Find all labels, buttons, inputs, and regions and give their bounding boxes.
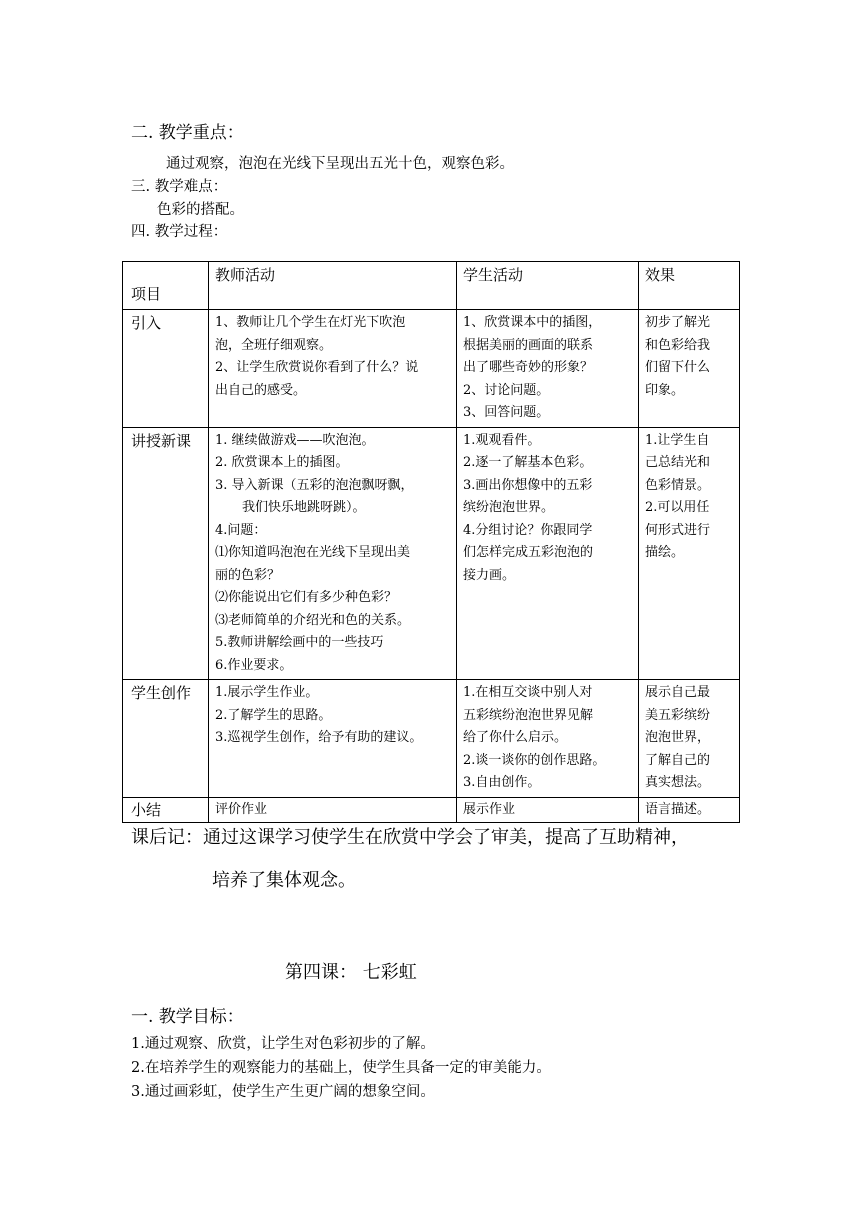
teacher-line: ⑵你能说出它们有多少种色彩？ (215, 590, 398, 605)
student-line: 给了你什么启示。 (463, 730, 568, 745)
student-line: 1、欣赏课本中的插图， (463, 315, 602, 330)
teacher-line: 6.作业要求。 (215, 657, 293, 673)
row-item: 讲授新课 (123, 427, 209, 680)
row-student (457, 427, 639, 680)
effect-line: 描绘。 (645, 545, 685, 560)
effect-line: 和色彩给我 (645, 337, 711, 353)
student-line: 2、讨论问题。 (463, 382, 550, 398)
teacher-line: 5.教师讲解绘画中的一些技巧 (215, 635, 384, 650)
teacher-line: 评价作业 (215, 801, 268, 817)
student-line: 出了哪些奇妙的形象？ (463, 360, 594, 375)
effect-line: 真实想法。 (645, 775, 711, 790)
key-points-text: 通过观察，泡泡在光线下呈现出五光十色，观察色彩。 (166, 156, 514, 172)
effect-line: 们留下什么 (645, 360, 711, 375)
key-points-heading: 二. 教学重点： (131, 123, 244, 143)
teacher-line: 2. 欣赏课本上的插图。 (215, 455, 349, 470)
row-student (457, 797, 639, 822)
row-effect (639, 310, 740, 428)
teacher-line: 我们快乐地跳呀跳）。 (242, 500, 366, 515)
effect-line: 1.让学生自 (645, 432, 710, 448)
objective-item: 1.通过观察、欣赏，让学生对色彩初步的了解。 (131, 1036, 435, 1052)
header-teacher: 教师活动 (209, 262, 457, 310)
student-line: 4.分组讨论？你跟同学 (463, 522, 593, 538)
student-line: 接力画。 (463, 567, 516, 583)
student-line: 1.在相互交谈中别人对 (463, 685, 593, 700)
row-student (457, 680, 639, 798)
student-line: 3、回答问题。 (463, 405, 550, 420)
teacher-line: 1、教师让几个学生在灯光下吹泡 (215, 315, 406, 330)
table-row (123, 310, 740, 428)
row-teacher (209, 310, 457, 428)
objective-item: 2.在培养学生的观察能力的基础上，使学生具备一定的审美能力。 (131, 1060, 551, 1076)
effect-line: 何形式进行 (645, 522, 711, 538)
student-line: 们怎样完成五彩泡泡的 (463, 545, 594, 560)
row-effect (639, 427, 740, 680)
student-line: 根据美丽的画面的联系 (463, 337, 594, 353)
teacher-line: ⑶老师简单的介绍光和色的关系。 (215, 612, 411, 628)
effect-line: 色彩情景。 (645, 477, 711, 493)
difficulty-text: 色彩的搭配。 (157, 202, 244, 218)
student-line: 缤纷泡泡世界。 (463, 500, 555, 515)
effect-line: 己总结光和 (645, 455, 711, 470)
table-header-row (123, 262, 740, 310)
teacher-line: 4.问题： (215, 522, 267, 538)
table-row (123, 427, 740, 680)
effect-line: 泡泡世界， (645, 730, 711, 745)
teacher-line: 2、让学生欣赏说你看到了什么？说 (215, 360, 419, 375)
teacher-line: 3. 导入新课（五彩的泡泡飘呀飘， (215, 477, 414, 493)
row-effect (639, 797, 740, 822)
process-heading: 四. 教学过程： (131, 224, 228, 240)
effect-line: 语言描述。 (645, 801, 711, 817)
student-line: 1.观观看件。 (463, 432, 541, 448)
row-effect (639, 680, 740, 798)
teacher-line: 出自己的感受。 (215, 382, 307, 398)
lesson-title: 第四课： 七彩虹 (285, 962, 417, 983)
effect-line: 初步了解光 (645, 315, 711, 330)
header-student: 学生活动 (457, 262, 639, 310)
objectives-heading: 一. 教学目标： (131, 1007, 244, 1027)
student-line: 2.逐一了解基本色彩。 (463, 455, 593, 470)
teacher-line: 3.巡视学生创作，给予有助的建议。 (215, 730, 423, 745)
table-row (123, 797, 740, 822)
notes-line-2: 培养了集体观念。 (212, 870, 356, 891)
lesson-plan-table (122, 261, 740, 823)
student-line: 展示作业 (463, 801, 516, 817)
objective-item: 3.通过画彩虹，使学生产生更广阔的想象空间。 (131, 1084, 435, 1100)
effect-line: 美五彩缤纷 (645, 707, 711, 723)
header-effect: 效果 (639, 262, 740, 310)
notes-line-1: 课后记：通过这课学习使学生在欣赏中学会了审美，提高了互助精神， (131, 827, 689, 848)
row-item: 学生创作 (123, 680, 209, 798)
row-student (457, 310, 639, 428)
row-item: 小结 (123, 797, 209, 822)
table-row (123, 680, 740, 798)
row-teacher (209, 797, 457, 822)
effect-line: 2.可以用任 (645, 500, 710, 515)
student-line: 3.画出你想像中的五彩 (463, 477, 593, 493)
row-teacher (209, 427, 457, 680)
teacher-line: ⑴你知道吗泡泡在光线下呈现出美 (215, 545, 411, 560)
header-item: 项目 (123, 262, 209, 310)
row-teacher (209, 680, 457, 798)
effect-line: 了解自己的 (645, 752, 711, 768)
student-line: 2.谈一谈你的创作思路。 (463, 752, 606, 768)
effect-line: 印象。 (645, 382, 685, 398)
teacher-line: 2.了解学生的思路。 (215, 707, 332, 723)
teacher-line: 1.展示学生作业。 (215, 685, 319, 700)
teacher-line: 泡，全班仔细观察。 (215, 337, 333, 353)
teacher-line: 1. 继续做游戏——吹泡泡。 (215, 432, 375, 448)
student-line: 五彩缤纷泡泡世界见解 (463, 707, 594, 723)
teacher-line: 丽的色彩？ (215, 567, 281, 583)
student-line: 3.自由创作。 (463, 775, 541, 790)
effect-line: 展示自己最 (645, 685, 711, 700)
row-item: 引入 (123, 310, 209, 428)
difficulty-heading: 三. 教学难点： (131, 179, 228, 195)
